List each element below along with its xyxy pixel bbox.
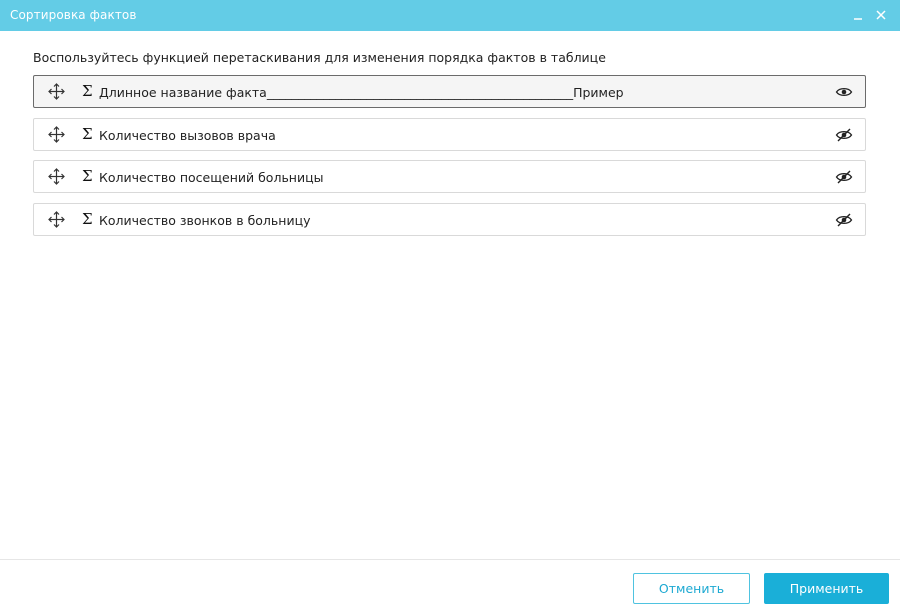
close-icon bbox=[875, 9, 887, 21]
minimize-button[interactable] bbox=[848, 5, 868, 25]
fact-label: Количество вызовов врача bbox=[99, 127, 276, 143]
eye-hidden-icon[interactable] bbox=[835, 127, 853, 143]
sigma-icon: Σ bbox=[82, 167, 93, 185]
drag-handle-icon[interactable] bbox=[48, 211, 65, 228]
close-button[interactable] bbox=[871, 5, 891, 25]
sigma-icon: Σ bbox=[82, 124, 93, 143]
fact-row[interactable] bbox=[33, 203, 866, 236]
fact-label: Количество посещений больницы bbox=[99, 170, 324, 185]
sigma-icon: Σ bbox=[82, 209, 93, 228]
footer-divider bbox=[0, 559, 900, 560]
minimize-icon bbox=[852, 9, 864, 21]
eye-hidden-icon[interactable] bbox=[835, 212, 853, 228]
apply-button[interactable]: Применить bbox=[764, 573, 889, 604]
eye-hidden-icon[interactable] bbox=[835, 169, 853, 185]
fact-row[interactable] bbox=[33, 160, 866, 193]
fact-row[interactable] bbox=[33, 75, 866, 108]
window-title: Сортировка фактов bbox=[10, 8, 137, 22]
cancel-button[interactable]: Отменить bbox=[633, 573, 750, 604]
facts-list bbox=[33, 75, 866, 245]
title-bar bbox=[0, 0, 900, 31]
fact-label: Количество звонков в больницу bbox=[99, 212, 311, 228]
drag-handle-icon[interactable] bbox=[48, 168, 65, 185]
fact-label: Длинное название факта_________________________________________________Пример bbox=[99, 85, 624, 100]
instruction-text: Воспользуйтесь функцией перетаскивания для изменения порядка фактов в таблице bbox=[33, 50, 606, 65]
drag-handle-icon[interactable] bbox=[48, 126, 65, 143]
fact-row[interactable] bbox=[33, 118, 866, 151]
eye-icon[interactable] bbox=[835, 84, 853, 100]
sigma-icon: Σ bbox=[82, 82, 93, 100]
drag-handle-icon[interactable] bbox=[48, 83, 65, 100]
